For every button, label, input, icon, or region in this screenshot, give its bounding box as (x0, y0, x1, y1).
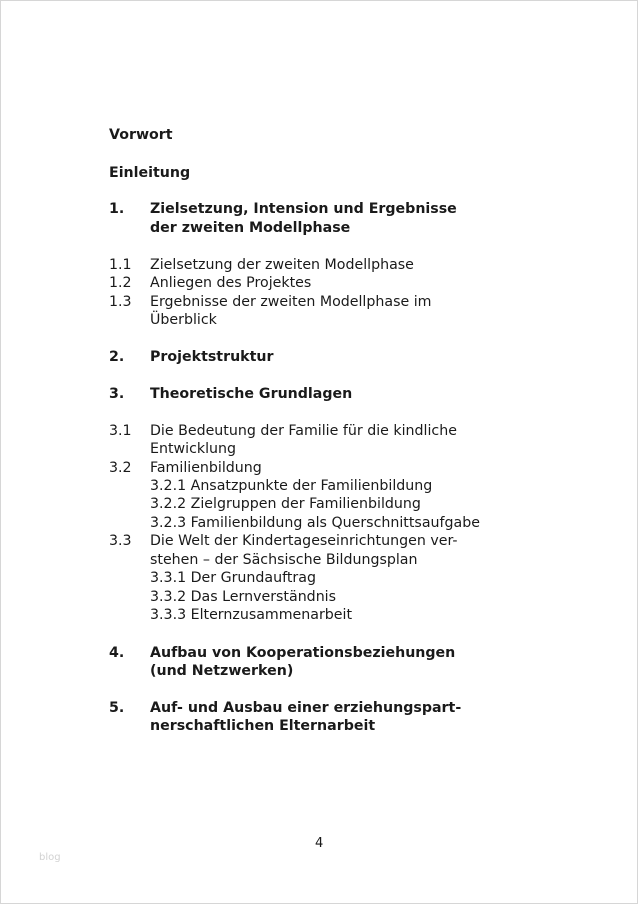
toc-entry-3-3-2: 3.3.2 Das Lernverständnis (150, 589, 337, 605)
toc-entry-5-continued: nerschaftlichen Elternarbeit (150, 718, 376, 734)
toc-entry-1-3-continued: Überblick (150, 312, 217, 328)
toc-entry-3-3-1: 3.3.1 Der Grundauftrag (150, 570, 316, 586)
toc-title: Die Bedeutung der Familie für die kindliche (150, 423, 457, 439)
toc-number: 1. (109, 201, 125, 217)
toc-title: Aufbau von Kooperationsbeziehungen (150, 645, 456, 661)
toc-entry-vorwort (109, 126, 173, 144)
toc-entry-3-1-continued: Entwicklung (150, 441, 237, 457)
toc-title: Zielsetzung, Intension und Ergebnisse (150, 201, 457, 217)
toc-title: Vorwort (109, 127, 173, 143)
toc-number: 4. (109, 645, 125, 661)
toc-title: Anliegen des Projektes (150, 275, 312, 291)
toc-title: Zielsetzung der zweiten Modellphase (150, 257, 414, 273)
toc-number: 2. (109, 349, 125, 365)
toc-entry-einleitung (109, 164, 190, 182)
watermark-text: blog (39, 852, 61, 863)
toc-title: Ergebnisse der zweiten Modellphase im (150, 294, 432, 310)
toc-title: Einleitung (109, 165, 191, 181)
toc-number: 1.1 (109, 257, 132, 273)
toc-number: 3.3 (109, 533, 132, 549)
toc-entry-3-2-3: 3.2.3 Familienbildung als Querschnittsaufgabe (150, 515, 480, 531)
toc-number: 1.2 (109, 275, 132, 291)
toc-entry-3-2-1: 3.2.1 Ansatzpunkte der Familienbildung (150, 478, 433, 494)
toc-number: 5. (109, 700, 125, 716)
toc-title: Projektstruktur (150, 349, 274, 365)
toc-title: Die Welt der Kindertageseinrichtungen ver- (150, 533, 458, 549)
toc-title: Familienbildung (150, 460, 262, 476)
toc-number: 1.3 (109, 294, 132, 310)
toc-entry-3-3-3: 3.3.3 Elternzusammenarbeit (150, 607, 353, 623)
page-number: 4 (315, 836, 324, 851)
toc-title: Theoretische Grundlagen (150, 386, 353, 402)
toc-title: Auf- und Ausbau einer erziehungspart- (150, 700, 462, 716)
toc-entry-4-continued: (und Netzwerken) (150, 663, 294, 679)
toc-entry-1-continued: der zweiten Modellphase (150, 220, 351, 236)
toc-number: 3.1 (109, 423, 132, 439)
toc-number: 3.2 (109, 460, 132, 476)
toc-entry-3-3-continued: stehen – der Sächsische Bildungsplan (150, 552, 418, 568)
toc-number: 3. (109, 386, 125, 402)
toc-entry-3-2-2: 3.2.2 Zielgruppen der Familienbildung (150, 496, 421, 512)
